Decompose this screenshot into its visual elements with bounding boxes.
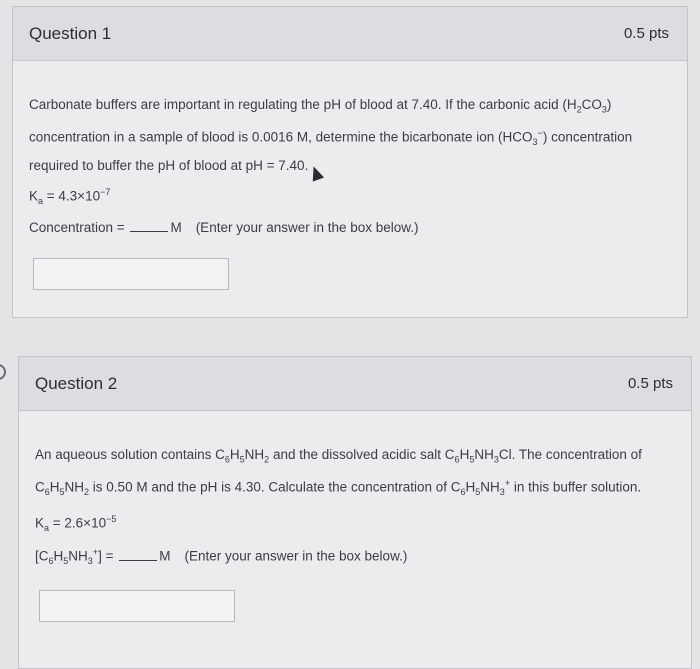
previous-radio-icon <box>0 364 6 380</box>
question-2-card <box>18 356 692 669</box>
question-1-text: Carbonate buffers are important in regulating the pH of blood at 7.40. If the carbonic acid $(H_2CO_3)$ concentration in a sample of blood is 0.0016 M, determine the bicarbonate ion $(HCO_3^-)$ concentration required to buffer the pH of blood at pH = 7.40. <box>29 97 633 173</box>
question-2-answer-line: $[C_6H_5NH_3^+] = M$ (Enter your answer in the box below.) <box>35 547 408 567</box>
question-1-ka: $K_a = 4.3\times 10^{-7}$ <box>29 186 111 207</box>
question-1-card <box>12 6 688 318</box>
question-2-text: An aqueous solution contains $C_6H_5NH_2$ and the dissolved acidic salt $C_6H_5NH_3Cl$. The concentration of $C_6H_5NH_2$ is 0.50 M and the pH is 4.30. Calculate the concentration of $C_6H_5NH_3^+$ in this buffer solution. <box>35 447 642 497</box>
question-2-ka: $K_a = 2.6\times 10^{-5}$ <box>35 513 117 534</box>
question-1-header <box>13 7 687 61</box>
answer-blank <box>119 550 157 561</box>
question-2-title: Question 2 <box>35 373 118 393</box>
answer-blank <box>130 221 168 232</box>
question-1-title: Question 1 <box>29 23 112 43</box>
question-1-points: 0.5 pts <box>623 25 669 42</box>
question-2-points: 0.5 pts <box>627 375 673 392</box>
question-1-answer-input[interactable] <box>33 258 229 290</box>
question-2-answer-input[interactable] <box>39 590 235 622</box>
question-2-header <box>19 357 691 411</box>
question-1-answer-line: Concentration = M (Enter your answer in the box below.) <box>29 220 419 236</box>
